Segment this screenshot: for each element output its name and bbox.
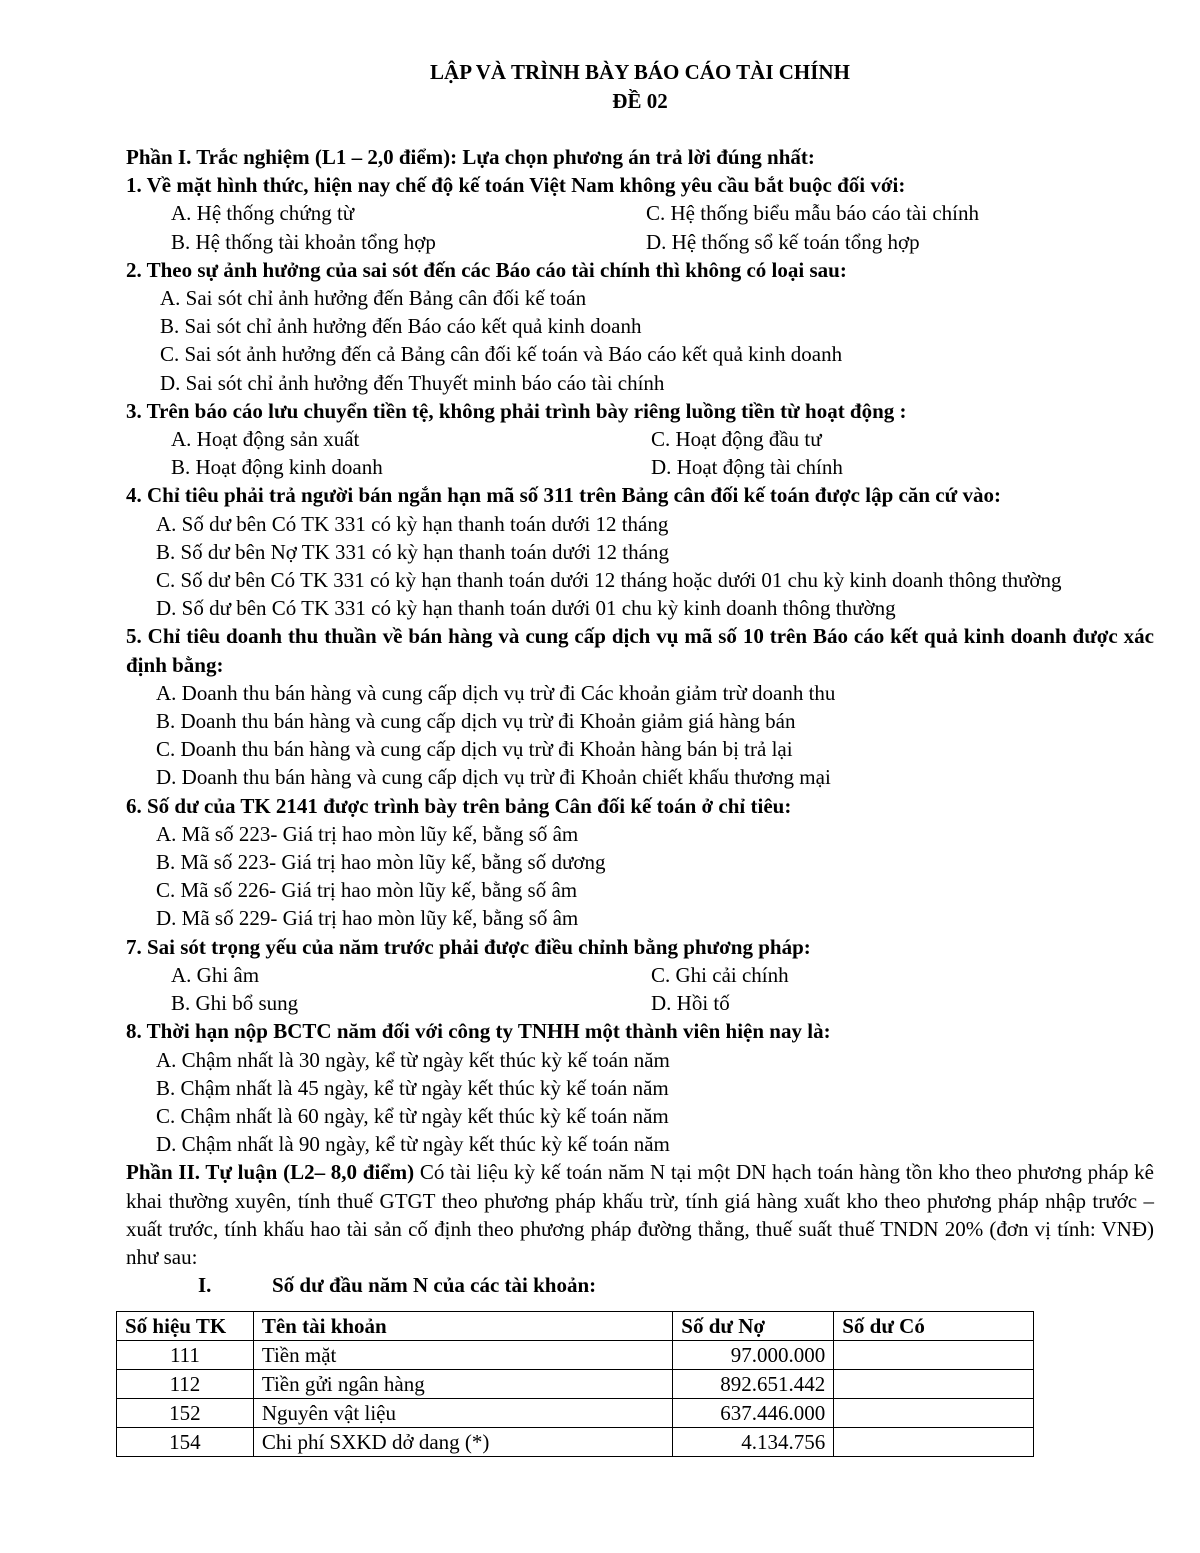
option: D. Hồi tố [651, 991, 730, 1016]
table-row [117, 1341, 1034, 1370]
column-header: Số dư Có [834, 1312, 1034, 1341]
option: D. Hệ thống sổ kế toán tổng hợp [646, 229, 920, 254]
section-title: Số dư đầu năm N của các tài khoản: [272, 1273, 597, 1298]
column-header: Tên tài khoản [253, 1312, 672, 1341]
option: C. Hệ thống biểu mẫu báo cáo tài chính [646, 201, 979, 226]
option: A. Doanh thu bán hàng và cung cấp dịch vụ trừ đi Các khoản giảm trừ doanh thu [156, 680, 836, 705]
question-1: 1. Về mặt hình thức, hiện nay chế độ kế toán Việt Nam không yêu cầu bắt buộc đối với: [126, 173, 906, 198]
option: D. Doanh thu bán hàng và cung cấp dịch vụ trừ đi Khoản chiết khấu thương mại [156, 765, 831, 790]
option: C. Số dư bên Có TK 331 có kỳ hạn thanh toán dưới 12 tháng hoặc dưới 01 chu kỳ kinh doanh thông thường [156, 568, 1062, 593]
option: B. Mã số 223- Giá trị hao mòn lũy kế, bằng số dương [156, 850, 606, 875]
part2-intro: Có tài liệu kỳ kế toán năm N tại một DN hạch toán hàng tồn kho theo phương pháp kê khai thường xuyên, tính thuế GTGT theo phương pháp khấu trừ, tính giá hàng xuất kho theo phương pháp nhập trước – xuất trước, tính khấu hao tài sản cố định theo phương pháp đường thẳng, thuế suất thuế TNDN 20% (đơn vị tính: VNĐ) như sau: [126, 1160, 1154, 1269]
option: B. Số dư bên Nợ TK 331 có kỳ hạn thanh toán dưới 12 tháng [156, 539, 669, 564]
table-header-row [117, 1312, 1034, 1341]
option: B. Ghi bổ sung [171, 991, 299, 1016]
debit-balance: 637.446.000 [673, 1399, 834, 1428]
option: C. Chậm nhất là 60 ngày, kể từ ngày kết thúc kỳ kế toán năm [156, 1103, 669, 1128]
part1-heading: Phần I. Trắc nghiệm (L1 – 2,0 điểm): Lựa chọn phương án trả lời đúng nhất: [126, 145, 815, 169]
question-1-options [126, 199, 1154, 255]
option: A. Ghi âm [171, 962, 260, 987]
account-code: 111 [117, 1341, 254, 1370]
option: A. Sai sót chỉ ảnh hưởng đến Bảng cân đối kế toán [160, 286, 587, 311]
question-8: 8. Thời hạn nộp BCTC năm đối với công ty TNHH một thành viên hiện nay là: [126, 1019, 831, 1044]
account-name: Nguyên vật liệu [253, 1399, 672, 1428]
option: A. Chậm nhất là 30 ngày, kể từ ngày kết thúc kỳ kế toán năm [156, 1047, 670, 1072]
question-3-options [126, 425, 1154, 481]
option: B. Sai sót chỉ ảnh hưởng đến Báo cáo kết quả kinh doanh [160, 314, 642, 339]
part2-paragraph [126, 1158, 1154, 1271]
opening-balance-table [116, 1311, 1034, 1457]
question-3: 3. Trên báo cáo lưu chuyển tiền tệ, không phải trình bày riêng luồng tiền từ hoạt động : [126, 398, 907, 423]
option: C. Sai sót ảnh hưởng đến cả Bảng cân đối kế toán và Báo cáo kết quả kinh doanh [160, 342, 843, 367]
credit-balance [834, 1370, 1034, 1399]
option: C. Mã số 226- Giá trị hao mòn lũy kế, bằng số âm [156, 878, 578, 903]
table-row [117, 1399, 1034, 1428]
option: B. Chậm nhất là 45 ngày, kể từ ngày kết thúc kỳ kế toán năm [156, 1075, 669, 1100]
option: C. Doanh thu bán hàng và cung cấp dịch vụ trừ đi Khoản hàng bán bị trả lại [156, 737, 793, 762]
section-number: I. [198, 1273, 212, 1298]
document-title: LẬP VÀ TRÌNH BÀY BÁO CÁO TÀI CHÍNH [430, 60, 850, 84]
option: A. Hoạt động sản xuất [171, 427, 360, 452]
debit-balance: 97.000.000 [673, 1341, 834, 1370]
option: A. Mã số 223- Giá trị hao mòn lũy kế, bằng số âm [156, 821, 579, 846]
question-5: 5. Chỉ tiêu doanh thu thuần về bán hàng và cung cấp dịch vụ mã số 10 trên Báo cáo kết quả kinh doanh được xác định bằng: [126, 624, 1154, 677]
option: D. Sai sót chỉ ảnh hưởng đến Thuyết minh báo cáo tài chính [160, 370, 665, 395]
column-header: Số dư Nợ [673, 1312, 834, 1341]
account-code: 154 [117, 1428, 254, 1457]
option: B. Hoạt động kinh doanh [171, 455, 383, 480]
table-row [117, 1370, 1034, 1399]
question-2: 2. Theo sự ảnh hưởng của sai sót đến các Báo cáo tài chính thì không có loại sau: [126, 257, 847, 282]
option: B. Doanh thu bán hàng và cung cấp dịch vụ trừ đi Khoản giảm giá hàng bán [156, 709, 796, 734]
account-name: Tiền gửi ngân hàng [253, 1370, 672, 1399]
option: C. Hoạt động đầu tư [651, 427, 822, 452]
option: D. Số dư bên Có TK 331 có kỳ hạn thanh toán dưới 01 chu kỳ kinh doanh thông thường [156, 596, 896, 621]
credit-balance [834, 1341, 1034, 1370]
account-name: Chi phí SXKD dở dang (*) [253, 1428, 672, 1457]
part2-heading: Phần II. Tự luận (L2– 8,0 điểm) [126, 1160, 415, 1185]
question-7: 7. Sai sót trọng yếu của năm trước phải được điều chỉnh bằng phương pháp: [126, 934, 811, 959]
debit-balance: 4.134.756 [673, 1428, 834, 1457]
question-4: 4. Chỉ tiêu phải trả người bán ngắn hạn mã số 311 trên Bảng cân đối kế toán được lập căn cứ vào: [126, 483, 1001, 508]
section-heading [126, 1271, 1154, 1299]
option: A. Số dư bên Có TK 331 có kỳ hạn thanh toán dưới 12 tháng [156, 511, 669, 536]
account-code: 152 [117, 1399, 254, 1428]
debit-balance: 892.651.442 [673, 1370, 834, 1399]
option: D. Mã số 229- Giá trị hao mòn lũy kế, bằng số âm [156, 906, 579, 931]
option: B. Hệ thống tài khoản tổng hợp [171, 229, 436, 254]
option: A. Hệ thống chứng từ [171, 201, 355, 226]
question-7-options [126, 961, 1154, 1017]
option: C. Ghi cải chính [651, 962, 789, 987]
account-code: 112 [117, 1370, 254, 1399]
option: D. Chậm nhất là 90 ngày, kể từ ngày kết thúc kỳ kế toán năm [156, 1132, 670, 1157]
question-6: 6. Số dư của TK 2141 được trình bày trên bảng Cân đối kế toán ở chỉ tiêu: [126, 793, 792, 818]
option: D. Hoạt động tài chính [651, 455, 843, 480]
account-name: Tiền mặt [253, 1341, 672, 1370]
credit-balance [834, 1428, 1034, 1457]
credit-balance [834, 1399, 1034, 1428]
exam-code: ĐỀ 02 [612, 89, 668, 113]
column-header: Số hiệu TK [117, 1312, 254, 1341]
table-row [117, 1428, 1034, 1457]
